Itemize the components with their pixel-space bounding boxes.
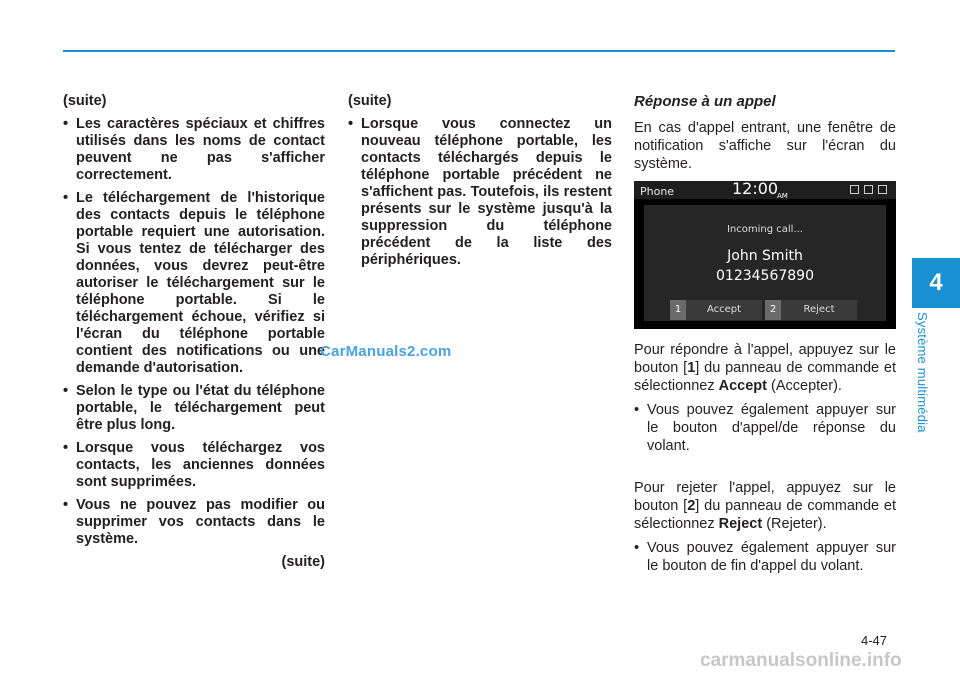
list-item: • Selon le type ou l'état du téléphone portable, le téléchargement peut être plus long. <box>63 383 325 434</box>
continued-heading: (suite) <box>348 93 392 109</box>
continued-footer: (suite) <box>281 554 325 570</box>
accept-text-3: (Accepter). <box>767 378 842 394</box>
bluetooth-phone-icon <box>878 185 887 194</box>
accept-button-number: 1 <box>670 300 686 320</box>
reject-text-1: Pour rejeter l'appel, appuyez sur le bouton [ <box>634 480 896 514</box>
reject-instruction <box>634 479 896 533</box>
bullet-list <box>63 116 325 548</box>
accept-instruction <box>634 341 896 395</box>
watermark: CarManuals2.com <box>320 343 452 360</box>
list-item: • Les caractères spéciaux et chiffres utilisés dans les noms de contact peuvent ne pas s'afficher correctement. <box>63 116 325 184</box>
list-item: • Vous ne pouvez pas modifier ou supprimer vos contacts dans le système. <box>63 497 325 548</box>
reject-button-number: 2 <box>765 300 781 320</box>
column-1 <box>63 93 325 571</box>
reject-button-label: Reject <box>803 304 835 315</box>
chapter-label-text: Système multimédia <box>915 312 930 433</box>
accept-button[interactable] <box>670 300 762 320</box>
section-title: Réponse à un appel <box>634 93 776 110</box>
accept-keyword: Accept <box>718 378 767 394</box>
column-3 <box>634 93 896 581</box>
accept-bullet-list <box>634 401 896 455</box>
list-item: • Le téléchargement de l'historique des contacts depuis le téléphone portable requiert une autorisation. Si vous tentez de télécharger des données, vous devrez peut-être autoriser le téléchargement sur le téléphone portable. Si le téléchargement échoue, vérifiez si l'écran du téléphone portable contient des notifications ou une demande d'autorisation. <box>63 190 325 377</box>
reject-text-2: ] du panneau de commande et sélectionnez <box>634 498 896 532</box>
accept-button-ref: 1 <box>687 360 696 376</box>
list-item: • Vous pouvez également appuyer sur le bouton d'appel/de réponse du volant. <box>634 401 896 455</box>
page-number: 4-47 <box>861 633 888 648</box>
continued-heading: (suite) <box>63 93 107 109</box>
column-2 <box>348 93 612 275</box>
bullet-list <box>348 116 612 269</box>
reject-keyword: Reject <box>718 516 763 532</box>
reject-bullet-list <box>634 539 896 575</box>
list-item: • Vous pouvez également appuyer sur le bouton de fin d'appel du volant. <box>634 539 896 575</box>
incoming-call-screen <box>634 181 896 329</box>
signal-icon <box>850 185 859 194</box>
app-name: Phone <box>640 185 675 198</box>
list-item: • Lorsque vous téléchargez vos contacts, les anciennes données sont supprimées. <box>63 440 325 491</box>
accept-button-label: Accept <box>706 304 742 315</box>
reject-button-ref: 2 <box>687 498 696 514</box>
caller-name: John Smith <box>727 248 803 264</box>
music-icon <box>864 185 873 194</box>
call-status: Incoming call... <box>726 224 803 235</box>
intro-paragraph: En cas d'appel entrant, une fenêtre de notification s'affiche sur l'écran du système. <box>634 120 896 172</box>
clock-ampm: AM <box>777 192 788 200</box>
top-rule <box>63 50 895 52</box>
footer-watermark: carmanualsonline.info <box>700 650 902 671</box>
accept-text-2: ] du panneau de commande et sélectionnez <box>634 360 896 394</box>
reject-button[interactable] <box>765 300 857 320</box>
reject-text-3: (Rejeter). <box>762 516 827 532</box>
accept-text-1: Pour répondre à l'appel, appuyez sur le bouton [ <box>634 342 896 376</box>
spacer <box>634 461 896 479</box>
list-item: • Lorsque vous connectez un nouveau téléphone portable, les contacts téléchargés depuis le téléphone portable précédent ne s'affichent pas. Toutefois, ils restent présents sur le système jusqu'à la suppression du téléphone précédent de la liste des périphériques. <box>348 116 612 269</box>
caller-number: 01234567890 <box>716 268 814 284</box>
chapter-number-tab: 4 <box>912 258 960 308</box>
clock: 12:00 <box>732 179 779 198</box>
